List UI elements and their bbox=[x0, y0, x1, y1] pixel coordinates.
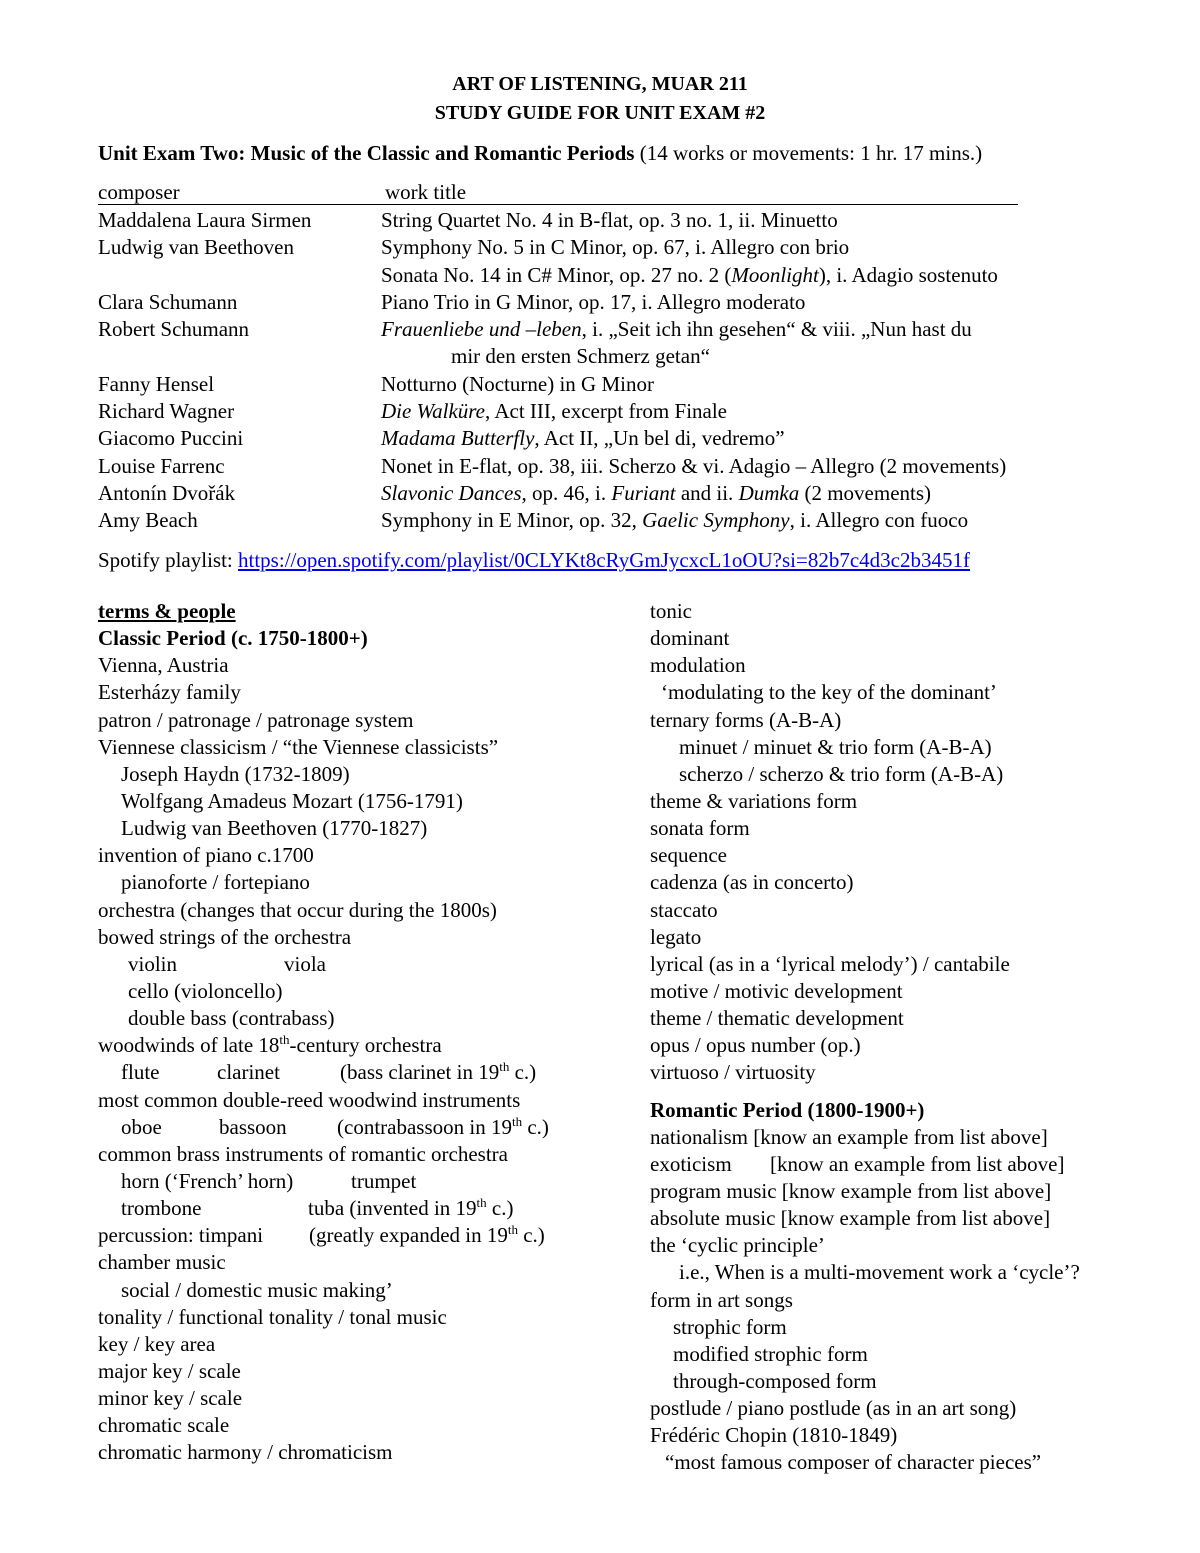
term-text: c.) bbox=[486, 1196, 514, 1221]
term-line bbox=[650, 1395, 1170, 1422]
term-text: nationalism [know an example from list above] bbox=[650, 1124, 1048, 1149]
term-text: horn (‘French’ horn) bbox=[121, 1168, 294, 1193]
work-title-text: , Act II, „Un bel di, vedremo” bbox=[534, 426, 785, 451]
term-line bbox=[650, 1287, 1170, 1314]
term-text: c.) bbox=[522, 1114, 549, 1139]
term-text: tonic bbox=[650, 599, 692, 623]
term-line bbox=[98, 978, 638, 1005]
term-text: dominant bbox=[650, 626, 730, 651]
term-text: violin bbox=[128, 951, 178, 976]
work-title-cell bbox=[381, 289, 805, 316]
term-text: pianoforte / fortepiano bbox=[121, 870, 310, 895]
term-line bbox=[650, 1032, 1170, 1059]
term-line bbox=[650, 1124, 1170, 1151]
term-line bbox=[650, 1232, 1170, 1259]
terms-right-column bbox=[650, 598, 1170, 1477]
term-line bbox=[98, 1277, 638, 1304]
work-title-cell bbox=[381, 207, 838, 234]
term-text: (greatly expanded in 19 bbox=[309, 1223, 508, 1248]
work-title-text: Symphony No. 5 in C Minor, op. 67, i. Allegro con brio bbox=[381, 235, 850, 260]
works-table-row bbox=[98, 425, 1028, 452]
term-text: chromatic harmony / chromaticism bbox=[98, 1440, 393, 1465]
term-text: Wolfgang Amadeus Mozart (1756-1791) bbox=[121, 788, 463, 813]
composer-cell: Antonín Dvořák bbox=[98, 480, 236, 505]
term-text: theme & variations form bbox=[650, 788, 858, 813]
term-text: lyrical (as in a ‘lyrical melody’) / cantabile bbox=[650, 951, 1010, 976]
term-line bbox=[98, 842, 638, 869]
term-text: through-composed form bbox=[673, 1368, 877, 1393]
term-text: virtuoso / virtuosity bbox=[650, 1060, 816, 1085]
term-line bbox=[650, 625, 1170, 652]
works-table-row bbox=[98, 398, 1028, 425]
ordinal-suffix: th bbox=[511, 1113, 523, 1129]
term-line bbox=[650, 598, 1170, 625]
spotify-line bbox=[98, 546, 970, 574]
works-table-header bbox=[98, 180, 1018, 205]
term-text: Joseph Haydn (1732-1809) bbox=[121, 761, 350, 786]
term-line bbox=[98, 1439, 638, 1466]
term-text: [know an example from list above] bbox=[770, 1151, 1065, 1176]
term-text: clarinet bbox=[217, 1060, 280, 1085]
term-line bbox=[98, 1195, 638, 1222]
term-line bbox=[98, 761, 638, 788]
term-line bbox=[650, 1314, 1170, 1341]
term-line bbox=[650, 1341, 1170, 1368]
work-title-text: Piano Trio in G Minor, op. 17, i. Allegro moderato bbox=[381, 289, 806, 314]
ordinal-suffix: th bbox=[499, 1059, 510, 1075]
term-text: motive / motivic development bbox=[650, 978, 903, 1003]
document-subtitle: STUDY GUIDE FOR UNIT EXAM #2 bbox=[434, 102, 766, 124]
term-text: chamber music bbox=[98, 1250, 226, 1275]
spotify-label: Spotify playlist: bbox=[98, 548, 239, 572]
term-text: trumpet bbox=[351, 1168, 417, 1193]
work-title-cell bbox=[381, 371, 654, 398]
composer-cell: Robert Schumann bbox=[98, 317, 250, 342]
composer-cell: Fanny Hensel bbox=[98, 371, 215, 396]
term-text: social / domestic music making’ bbox=[121, 1277, 393, 1302]
exam-intro bbox=[98, 140, 982, 166]
term-line bbox=[650, 897, 1170, 924]
term-line bbox=[650, 1449, 1170, 1476]
work-title-italic: Furiant bbox=[611, 480, 676, 505]
term-line bbox=[98, 652, 638, 679]
work-title-italic: Frauenliebe und –leben bbox=[381, 317, 582, 342]
term-text: theme / thematic development bbox=[650, 1006, 904, 1031]
term-text: flute bbox=[121, 1060, 160, 1085]
term-text: legato bbox=[650, 924, 702, 949]
term-line bbox=[98, 1358, 638, 1385]
term-line bbox=[98, 951, 638, 978]
works-table-row bbox=[98, 207, 1028, 234]
term-text: Romantic Period (1800-1900+) bbox=[650, 1097, 925, 1122]
composer-cell: Clara Schumann bbox=[98, 289, 238, 314]
composer-cell: Ludwig van Beethoven bbox=[98, 235, 294, 260]
term-text: Ludwig van Beethoven (1770-1827) bbox=[121, 816, 428, 841]
term-line bbox=[650, 788, 1170, 815]
term-text: woodwinds of late 18 bbox=[98, 1033, 280, 1058]
work-title-italic: Die Walküre bbox=[381, 399, 486, 424]
term-text: tuba (invented in 19 bbox=[308, 1196, 477, 1221]
works-table-row bbox=[98, 234, 1028, 261]
term-text: sequence bbox=[650, 843, 727, 868]
term-line bbox=[98, 1032, 638, 1059]
term-text: “most famous composer of character pieces” bbox=[665, 1450, 1042, 1475]
work-title-text: String Quartet No. 4 in B-flat, op. 3 no. 1, ii. Minuetto bbox=[381, 208, 838, 232]
works-table-row bbox=[98, 371, 1028, 398]
term-text: the ‘cyclic principle’ bbox=[650, 1233, 825, 1258]
ordinal-suffix: th bbox=[507, 1222, 518, 1238]
term-text: percussion: timpani bbox=[98, 1223, 264, 1248]
term-text: minuet / minuet & trio form (A-B-A) bbox=[679, 734, 992, 759]
work-title-italic: Slavonic Dances bbox=[381, 480, 522, 505]
term-line bbox=[650, 1059, 1170, 1086]
composer-cell: Giacomo Puccini bbox=[98, 426, 244, 451]
term-text: Vienna, Austria bbox=[98, 653, 229, 678]
term-line bbox=[98, 924, 638, 951]
composer-cell: Amy Beach bbox=[98, 508, 198, 533]
works-table-row bbox=[98, 453, 1028, 480]
term-text: program music [know example from list above] bbox=[650, 1178, 1052, 1203]
ordinal-suffix: th bbox=[279, 1032, 290, 1048]
composer-cell: Louise Farrenc bbox=[98, 453, 225, 478]
term-line bbox=[98, 788, 638, 815]
composer-cell: Maddalena Laura Sirmen bbox=[98, 208, 312, 232]
term-line bbox=[98, 1249, 638, 1276]
term-line bbox=[98, 1141, 638, 1168]
term-line bbox=[98, 734, 638, 761]
term-text: tonality / functional tonality / tonal music bbox=[98, 1304, 447, 1329]
term-text: sonata form bbox=[650, 816, 750, 841]
work-title-text: Symphony in E Minor, op. 32, bbox=[381, 508, 643, 533]
work-title-cell bbox=[381, 425, 785, 452]
work-title-cell bbox=[381, 234, 849, 261]
work-title-text: ), i. Adagio sostenuto bbox=[818, 262, 998, 287]
term-line bbox=[650, 951, 1170, 978]
works-table-row bbox=[98, 480, 1028, 507]
term-line bbox=[650, 679, 1170, 706]
work-title-cell bbox=[381, 453, 1006, 480]
term-text: Frédéric Chopin (1810-1849) bbox=[650, 1423, 898, 1448]
term-line bbox=[650, 924, 1170, 951]
term-line bbox=[98, 1059, 638, 1086]
ordinal-suffix: th bbox=[476, 1195, 487, 1211]
work-title-text: , i. Allegro con fuoco bbox=[789, 508, 969, 533]
work-title-text: Sonata No. 14 in C# Minor, op. 27 no. 2 ( bbox=[381, 262, 732, 287]
section-heading bbox=[98, 598, 638, 625]
term-line bbox=[650, 869, 1170, 896]
term-text: postlude / piano postlude (as in an art song) bbox=[650, 1396, 1017, 1421]
term-line bbox=[98, 1385, 638, 1412]
work-title-text: and ii. bbox=[675, 480, 739, 505]
works-table-row bbox=[98, 316, 1028, 371]
work-title-text: , op. 46, i. bbox=[521, 480, 612, 505]
works-table-row bbox=[98, 262, 1028, 289]
term-text: form in art songs bbox=[650, 1287, 793, 1312]
term-text: (bass clarinet in 19 bbox=[340, 1060, 500, 1085]
composer-column-header: composer bbox=[98, 180, 180, 204]
term-line bbox=[650, 1178, 1170, 1205]
term-text: ‘modulating to the key of the dominant’ bbox=[661, 680, 997, 705]
term-text: i.e., When is a multi-movement work a ‘cycle’? bbox=[679, 1260, 1080, 1285]
term-line bbox=[98, 1168, 638, 1195]
term-line bbox=[650, 1005, 1170, 1032]
term-line bbox=[650, 978, 1170, 1005]
term-line bbox=[98, 1304, 638, 1331]
term-line bbox=[650, 842, 1170, 869]
work-title-text: Nonet in E-flat, op. 38, iii. Scherzo & vi. Adagio – Allegro (2 movements) bbox=[381, 453, 1007, 478]
term-text: key / key area bbox=[98, 1331, 216, 1356]
work-title-text: , i. „Seit ich ihn gesehen“ & viii. „Nun hast du bbox=[581, 317, 972, 342]
term-text: cello (violoncello) bbox=[128, 978, 283, 1003]
term-text: Esterházy family bbox=[98, 680, 241, 705]
document-title: ART OF LISTENING, MUAR 211 bbox=[452, 73, 748, 95]
exam-intro-bold: Unit Exam Two: Music of the Classic and Romantic Periods bbox=[98, 141, 635, 165]
work-title-italic: Moonlight bbox=[731, 262, 819, 287]
term-text: Viennese classicism / “the Viennese classicists” bbox=[98, 734, 499, 759]
section-spacer bbox=[650, 1087, 1170, 1097]
term-line bbox=[98, 897, 638, 924]
work-title-text: , Act III, excerpt from Finale bbox=[485, 399, 728, 424]
work-title-cell bbox=[381, 316, 972, 370]
term-text: strophic form bbox=[673, 1314, 787, 1339]
term-line bbox=[650, 652, 1170, 679]
term-line bbox=[98, 1087, 638, 1114]
term-text: modified strophic form bbox=[673, 1341, 868, 1366]
term-text: bassoon bbox=[219, 1114, 287, 1139]
term-text: most common double-reed woodwind instruments bbox=[98, 1087, 521, 1112]
term-text: terms & people bbox=[98, 599, 236, 623]
term-text: exoticism bbox=[650, 1151, 732, 1176]
term-line bbox=[650, 1205, 1170, 1232]
term-line bbox=[98, 1005, 638, 1032]
term-text: major key / scale bbox=[98, 1358, 241, 1383]
works-table-row bbox=[98, 507, 1028, 534]
works-table-row bbox=[98, 289, 1028, 316]
term-line bbox=[650, 1259, 1170, 1286]
work-title-italic: Gaelic Symphony bbox=[642, 508, 790, 533]
term-text: minor key / scale bbox=[98, 1386, 243, 1411]
term-text: common brass instruments of romantic orchestra bbox=[98, 1141, 508, 1166]
term-line bbox=[650, 815, 1170, 842]
term-line bbox=[650, 1422, 1170, 1449]
term-line bbox=[98, 815, 638, 842]
term-line bbox=[650, 1151, 1170, 1178]
term-line bbox=[98, 1331, 638, 1358]
term-text: bowed strings of the orchestra bbox=[98, 924, 352, 949]
term-line bbox=[98, 1412, 638, 1439]
term-text: oboe bbox=[121, 1114, 162, 1139]
work-title-cell bbox=[381, 262, 998, 289]
work-title-italic: Dumka bbox=[738, 480, 800, 505]
term-text: opus / opus number (op.) bbox=[650, 1033, 861, 1058]
works-table bbox=[98, 180, 1028, 535]
term-text: c.) bbox=[509, 1060, 537, 1085]
term-text: trombone bbox=[121, 1196, 202, 1221]
section-heading bbox=[650, 1097, 1170, 1124]
term-text: c.) bbox=[517, 1223, 545, 1248]
composer-cell: Richard Wagner bbox=[98, 399, 235, 424]
term-text: chromatic scale bbox=[98, 1413, 230, 1438]
term-text: modulation bbox=[650, 653, 746, 678]
work-title-italic: Madama Butterfly bbox=[381, 426, 535, 451]
term-text: viola bbox=[284, 951, 326, 976]
term-text: (contrabassoon in 19 bbox=[337, 1114, 512, 1139]
term-text: orchestra (changes that occur during the 1800s) bbox=[98, 897, 497, 922]
term-text: Classic Period (c. 1750-1800+) bbox=[98, 626, 368, 651]
works-table-body bbox=[98, 207, 1028, 535]
term-text: -century orchestra bbox=[289, 1033, 442, 1058]
term-text: ternary forms (A-B-A) bbox=[650, 707, 842, 732]
term-text: staccato bbox=[650, 897, 718, 922]
term-text: scherzo / scherzo & trio form (A-B-A) bbox=[679, 761, 1004, 786]
work-title-text: Notturno (Nocturne) in G Minor bbox=[381, 371, 654, 396]
term-text: double bass (contrabass) bbox=[128, 1006, 335, 1031]
spotify-playlist-link[interactable]: https://open.spotify.com/playlist/0CLYKt8cRyGmJycxcL1oOU?si=82b7c4d3c2b3451f bbox=[238, 548, 970, 572]
work-title-text: (2 movements) bbox=[799, 480, 932, 505]
term-line bbox=[650, 734, 1170, 761]
term-text: cadenza (as in concerto) bbox=[650, 870, 854, 895]
term-line bbox=[98, 707, 638, 734]
work-title-continuation: mir den ersten Schmerz getan“ bbox=[451, 344, 710, 369]
term-line bbox=[650, 707, 1170, 734]
exam-intro-detail: (14 works or movements: 1 hr. 17 mins.) bbox=[634, 141, 983, 165]
term-text: absolute music [know example from list above] bbox=[650, 1206, 1051, 1231]
term-text: invention of piano c.1700 bbox=[98, 843, 314, 868]
terms-left-column bbox=[98, 598, 638, 1467]
work-title-column-header: work title bbox=[385, 180, 467, 204]
term-line bbox=[98, 1222, 638, 1249]
term-line bbox=[98, 679, 638, 706]
work-title-cell bbox=[381, 398, 727, 425]
term-line bbox=[650, 761, 1170, 788]
term-text: patron / patronage / patronage system bbox=[98, 707, 414, 732]
term-line bbox=[98, 869, 638, 896]
section-heading bbox=[98, 625, 638, 652]
term-line bbox=[650, 1368, 1170, 1395]
term-line bbox=[98, 1114, 638, 1141]
work-title-cell bbox=[381, 480, 931, 507]
work-title-cell bbox=[381, 507, 968, 534]
